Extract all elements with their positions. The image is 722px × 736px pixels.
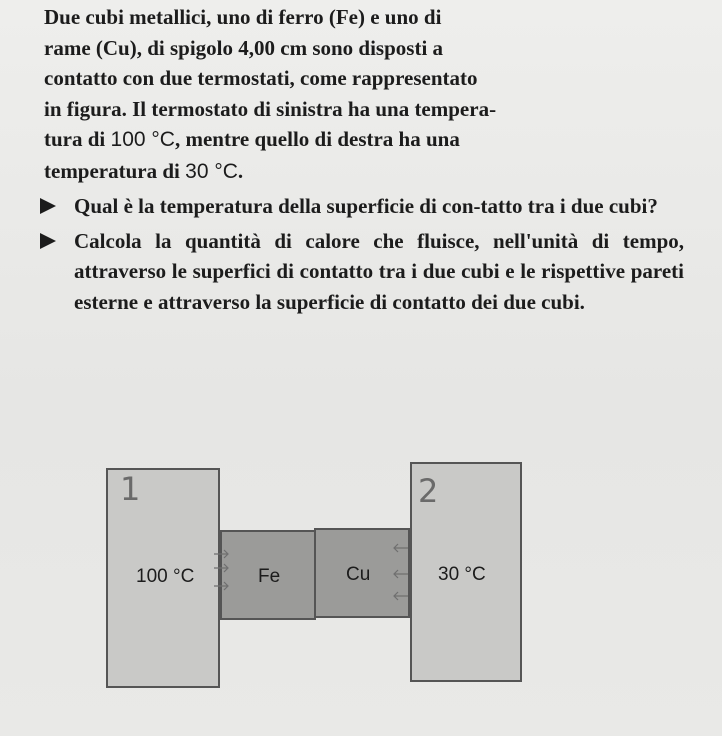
intro-paragraph (44, 2, 684, 187)
intro-temp-right: 30 °C (185, 159, 238, 183)
intro-line-6-head: temperatura di (44, 158, 186, 183)
question-1 (44, 191, 684, 222)
intro-line-1: Due cubi metallici, uno di ferro (Fe) e uno di (44, 5, 442, 29)
intro-line-2: rame (Cu), di spigolo 4,00 cm sono disposti a (44, 35, 444, 60)
bullet-arrow-icon (40, 233, 56, 249)
handwritten-number-2: 2 (418, 472, 439, 510)
question-1-text: Qual è la temperatura della superficie di con-tatto tra i due cubi? (74, 194, 658, 218)
intro-line-3: contatto con due termostati, come rappresentato (44, 66, 478, 90)
copper-cube-label: Cu (346, 564, 371, 585)
heat-flow-arrows-left (210, 542, 250, 602)
thermostat-figure (100, 460, 530, 700)
question-2-text: Calcola la quantità di calore che fluisce, nell'unità di tempo, attraverso le superfici di contatto tra i due cubi e le rispettive pareti esterne e attraverso la superficie di contatto dei due cubi. (74, 228, 684, 314)
intro-line-5-head: tura di (44, 127, 111, 151)
intro-line-6-tail: . (237, 158, 244, 183)
right-thermostat-temperature: 30 °C (438, 564, 486, 585)
handwritten-number-1: 1 (120, 470, 141, 508)
bullet-arrow-icon (40, 198, 56, 214)
iron-cube-label: Fe (258, 566, 281, 587)
problem-text (44, 2, 684, 317)
question-2 (44, 226, 684, 318)
left-thermostat-temperature: 100 °C (136, 566, 195, 587)
intro-line-4: in figura. Il termostato di sinistra ha una tempera- (44, 96, 497, 121)
heat-flow-arrows-right (388, 536, 418, 606)
intro-temp-left: 100 °C (110, 128, 175, 151)
intro-line-5-tail: , mentre quello di destra ha una (174, 127, 460, 151)
